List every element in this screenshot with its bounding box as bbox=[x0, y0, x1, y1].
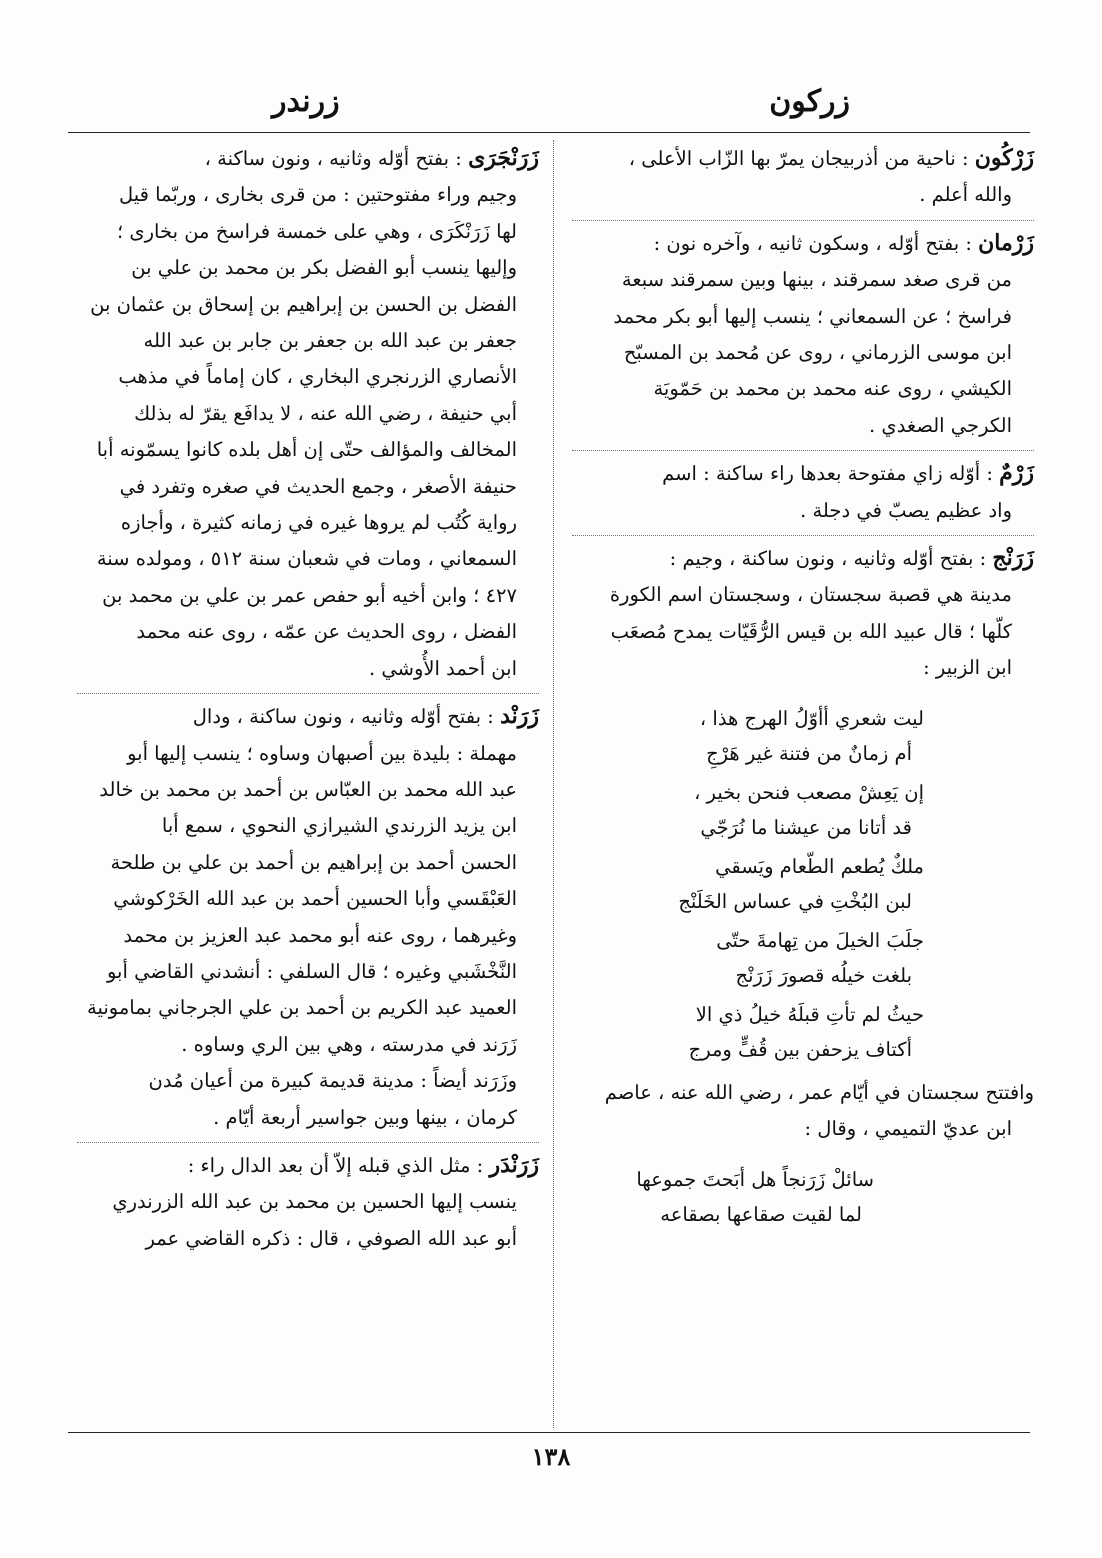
entry-line: السمعاني ، ومات في شعبان سنة ٥١٢ ، ومولده سنة bbox=[96, 547, 517, 571]
entry-line: ينسب إليها الحسين بن محمد بن عبد الله الزرندري bbox=[112, 1190, 517, 1214]
dictionary-entry bbox=[77, 140, 539, 687]
verse bbox=[572, 923, 1034, 993]
entry-line-text: : ناحية من أذربيجان يمرّ بها الزّاب الأعلى ، bbox=[628, 147, 969, 170]
entry-line-text: : أوّله زاي مفتوحة بعدها راء ساكنة : اسم bbox=[662, 462, 993, 486]
dictionary-entry bbox=[572, 535, 1034, 1239]
column-divider bbox=[553, 140, 554, 1428]
entry-line bbox=[572, 225, 1034, 262]
hemistich: أم زمانٌ من فتنة غير هَرْجِ bbox=[706, 741, 912, 765]
entry-line: ابن موسى الزرماني ، روى عن مُحمد بن المسبّح bbox=[623, 341, 1012, 365]
hemistich: ملكٌ يُطعم الطّعام ويَسقي bbox=[715, 854, 924, 878]
entry-line-text: : مثل الذي قبله إلاّ أن بعد الدال راء : bbox=[187, 1153, 484, 1177]
entry-line: الحسن أحمد بن إبراهيم بن أحمد بن علي بن طلحة bbox=[110, 850, 517, 874]
entry-line bbox=[77, 140, 539, 177]
entry-line: رواية كُتُب لم يروها غيره في زمانه كثيرة ، وأجازه bbox=[120, 511, 517, 535]
entry-line: وغيرهما ، روى عنه أبو محمد عبد العزيز بن محمد bbox=[123, 923, 517, 947]
verse bbox=[572, 775, 1034, 845]
entry-line bbox=[572, 540, 1034, 577]
dictionary-entry bbox=[77, 1142, 539, 1257]
entry-line: كرمان ، بينها وبين جواسير أربعة أيّام . bbox=[213, 1105, 517, 1129]
entry-line-text: : بفتح أوّله وثانيه ، ونون ساكنة ، ودال bbox=[192, 705, 494, 729]
entry-headword: زَرْكُون bbox=[974, 145, 1034, 171]
hemistich: قد أتانا من عيشنا ما نُرَجّي bbox=[700, 815, 912, 839]
entry-line: الفضل ، روى الحديث عن عمّه ، روى عنه محمد bbox=[136, 620, 517, 644]
entry-line: مدينة هي قصبة سجستان ، وسجستان اسم الكورة bbox=[609, 583, 1012, 607]
entry-line: كلّها ؛ قال عبيد الله بن قيس الرُّقَيّات يمدح مُصعَب bbox=[610, 619, 1012, 643]
entry-line: وزَرَند أيضاً : مدينة قديمة كبيرة من أعيان مُدن bbox=[148, 1069, 517, 1093]
hemistich: حيثُ لم تأتِ قبلَهُ خيلُ ذي الا bbox=[695, 1002, 924, 1026]
entry-line bbox=[77, 698, 539, 735]
entry-line: والله أعلم . bbox=[919, 183, 1012, 207]
entry-line: ابن يزيد الزرندي الشيرازي النحوي ، سمع أبا bbox=[161, 814, 517, 838]
entry-headword: زَرَنْدَر bbox=[489, 1151, 539, 1178]
entry-line: ابن أحمد الأُوشي . bbox=[368, 656, 517, 680]
hemistich: سائلْ زَرَنجاً هل أبَحتَ جموعها bbox=[636, 1167, 874, 1191]
entry-line: أبو عبد الله الصوفي ، قال : ذكره القاضي عمر bbox=[145, 1226, 517, 1250]
dictionary-entry bbox=[572, 220, 1034, 444]
entry-line: جعفر بن عبد الله بن جعفر بن جابر بن عبد الله bbox=[143, 329, 517, 353]
verse-block bbox=[572, 1152, 1034, 1240]
header-right-title: زركون bbox=[769, 84, 850, 119]
entry-line: فراسخ ؛ عن السمعاني ؛ ينسب إليها أبو بكر محمد bbox=[613, 304, 1012, 328]
entry-line: العميد عبد الكريم بن أحمد بن علي الجرجاني بمامونية bbox=[87, 996, 517, 1020]
entry-line bbox=[572, 455, 1034, 492]
entry-line: الأنصاري الزرنجري البخاري ، كان إماماً في مذهب bbox=[118, 365, 517, 389]
entry-headword: زَرْمان bbox=[978, 229, 1034, 256]
entry-line: زَرَند في مدرسته ، وهي بين الري وساوه . bbox=[181, 1032, 517, 1056]
entry-line: العَبْقَسي وأبا الحسين أحمد بن عبد الله الخَرْكوشي bbox=[113, 887, 517, 911]
dictionary-entry bbox=[572, 140, 1034, 214]
entry-line: لها زَرَنْكَرَى ، وهي على خمسة فراسخ من بخارى ؛ bbox=[116, 219, 517, 243]
entry-line-text: : بفتح أوّله وثانيه ، ونون ساكنة ، وجيم : bbox=[669, 547, 987, 571]
header-rule bbox=[68, 132, 1030, 133]
dictionary-entry bbox=[572, 450, 1034, 529]
entry-line: وإليها ينسب أبو الفضل بكر بن محمد بن علي بن bbox=[131, 256, 517, 280]
entry-line: النَّخْشَبي وغيره ؛ قال السلفي : أنشدني القاضي أبو bbox=[106, 959, 517, 983]
page-number: ١٣٨ bbox=[531, 1442, 571, 1471]
verse-block bbox=[572, 691, 1034, 1075]
hemistich: ليت شعري أأوّلُ الهرج هذا ، bbox=[699, 706, 924, 730]
footer-rule bbox=[68, 1432, 1030, 1433]
entry-line: من قرى صغد سمرقند ، بينها وبين سمرقند سبعة bbox=[621, 268, 1012, 292]
entry-line: الكيشي ، روى عنه محمد بن محمد بن حَمّويَة bbox=[653, 377, 1012, 401]
verse bbox=[572, 849, 1034, 919]
entry-line: وجيم وراء مفتوحتين : من قرى بخارى ، وربّما قيل bbox=[118, 183, 517, 207]
entry-line-text: : بفتح أوّله وثانيه ، ونون ساكنة ، bbox=[204, 147, 462, 170]
hemistich: إن يَعِشْ مصعب فنحن بخير ، bbox=[694, 780, 924, 804]
hemistich: لبن البُخْتِ في عساس الخَلَنْج bbox=[678, 889, 912, 913]
verse bbox=[572, 997, 1034, 1067]
right-column bbox=[572, 140, 1034, 1240]
entry-line: وافتتح سجستان في أيّام عمر ، رضي الله عنه ، عاصم bbox=[604, 1080, 1034, 1104]
entry-line-text: : بفتح أوّله ، وسكون ثانيه ، وآخره نون : bbox=[653, 231, 972, 255]
entry-line: مهملة : بليدة بين أصبهان وساوه ؛ ينسب إليها أبو bbox=[127, 741, 517, 765]
left-column bbox=[77, 140, 539, 1257]
verse bbox=[572, 701, 1034, 771]
entry-line: ابن عديّ التميمي ، وقال : bbox=[804, 1117, 1012, 1141]
dictionary-entry bbox=[77, 693, 539, 1136]
entry-line: واد عظيم يصبّ في دجلة . bbox=[800, 498, 1012, 522]
entry-line bbox=[77, 1147, 539, 1184]
entry-headword: زَرْمٌ bbox=[999, 460, 1034, 487]
header-left-title: زرندر bbox=[272, 84, 340, 119]
entry-line: الفضل بن الحسن بن إبراهيم بن إسحاق بن عثمان بن bbox=[90, 292, 517, 316]
entry-line: أبي حنيفة ، رضي الله عنه ، لا يدافَع يقرّ له بذلك bbox=[134, 401, 517, 425]
verse bbox=[572, 1162, 1034, 1232]
entry-line: ابن الزبير : bbox=[923, 656, 1012, 680]
hemistich: أكتاف يزحفن بين قُفٍّ ومرج bbox=[688, 1037, 912, 1061]
hemistich: جلَبَ الخيلَ من تِهامةَ حتّى bbox=[716, 928, 924, 952]
entry-line: حنيفة الأصغر ، وجمع الحديث في صغره وتفرد في bbox=[119, 474, 517, 498]
entry-headword: زَرَنْج bbox=[992, 545, 1034, 572]
entry-line: ٤٢٧ ؛ وابن أخيه أبو حفص عمر بن علي بن محمد بن bbox=[102, 583, 517, 607]
hemistich: بلغت خيلُه قصورَ زَرَنْج bbox=[735, 963, 912, 987]
entry-line: المخالف والمؤالف حتّى إن أهل بلده كانوا يسمّونه أبا bbox=[96, 438, 517, 462]
entry-line bbox=[572, 140, 1034, 177]
entry-line: الكرجي الصغدي . bbox=[869, 413, 1012, 437]
entry-headword: زَرَنْد bbox=[500, 703, 539, 730]
entry-headword: زَرَنْجَرَى bbox=[468, 145, 539, 171]
entry-line: عبد الله محمد بن العبّاس بن أحمد بن محمد بن خالد bbox=[99, 777, 517, 801]
hemistich: لما لقيت صقاعها بصقاعه bbox=[660, 1202, 862, 1226]
